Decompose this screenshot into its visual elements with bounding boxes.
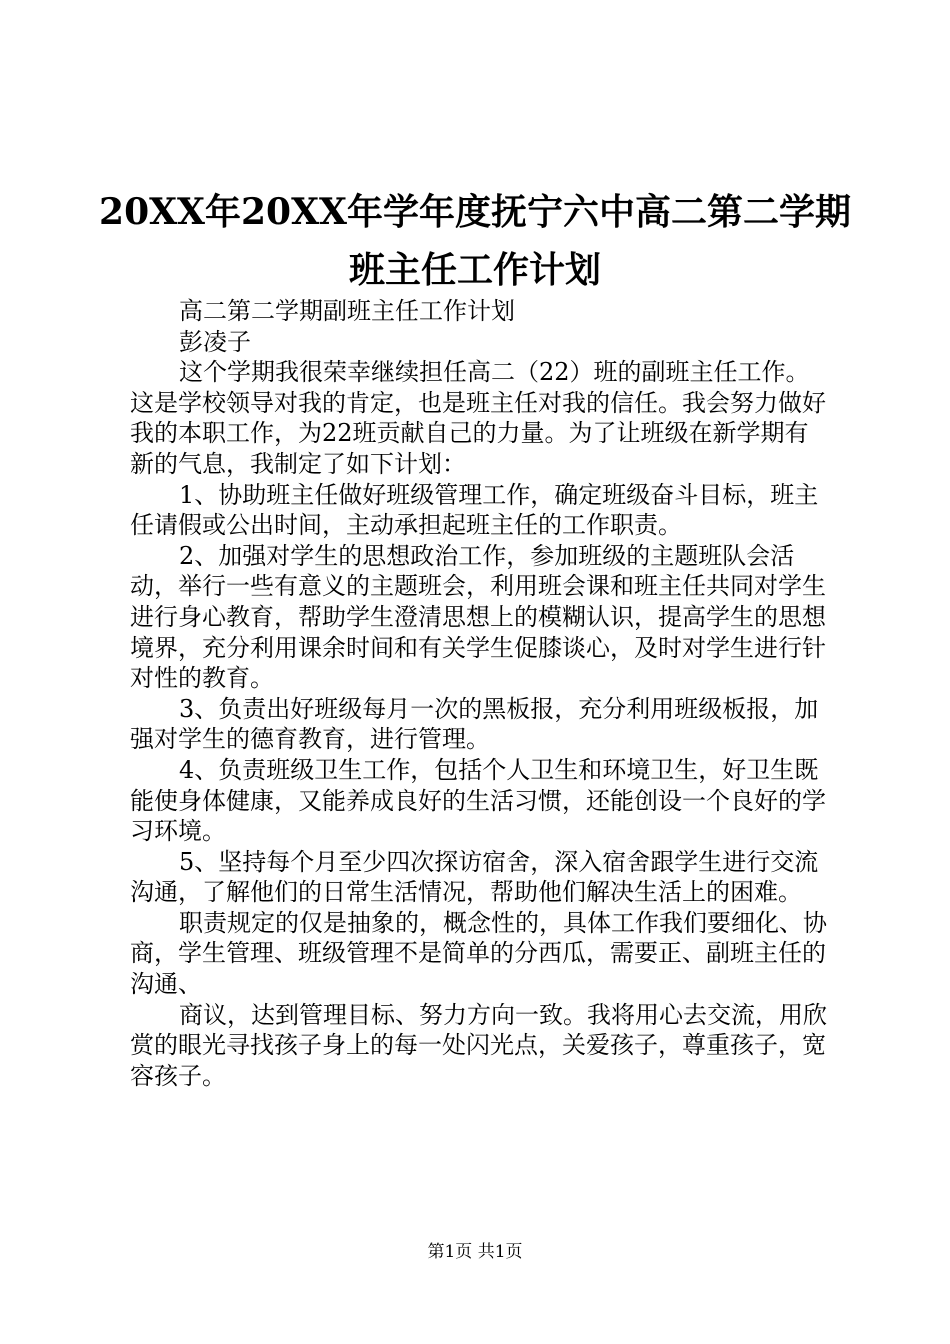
intro-paragraph: 这个学期我很荣幸继续担任高二（22）班的副班主任工作。这是学校领导对我的肯定，也是班主任对我的信任。我会努力做好我的本职工作，为22班贡献自己的力量。为了让班级在新学期有新的气息，我制定了如下计划：	[130, 358, 826, 478]
closing-paragraph-1: 职责规定的仅是抽象的，概念性的，具体工作我们要细化、协商，学生管理、班级管理不是简单的分西瓜，需要正、副班主任的沟通、	[130, 908, 827, 999]
author-paragraph: 彭凌子	[179, 327, 251, 356]
closing-paragraph-2: 商议，达到管理目标、努力方向一致。我将用心去交流，用欣赏的眼光寻找孩子身上的每一处闪光点，关爱孩子，尊重孩子，宽容孩子。	[130, 1000, 827, 1090]
document-title-line-2: 班主任工作计划	[348, 249, 601, 291]
document-title-line-1: 20XX年20XX年学年度抚宁六中高二第二学期	[99, 191, 851, 233]
subtitle-paragraph: 高二第二学期副班主任工作计划	[179, 297, 515, 325]
plan-item-4: 4、负责班级卫生工作，包括个人卫生和环境卫生，好卫生既能使身体健康，又能养成良好的生活习惯，还能创设一个良好的学习环境。	[130, 755, 826, 846]
document-body	[130, 296, 830, 1091]
page-number-footer: 第1页 共1页	[427, 1242, 523, 1262]
plan-item-5: 5、坚持每个月至少四次探访宿舍，深入宿舍跟学生进行交流沟通，了解他们的日常生活情况，帮助他们解决生活上的困难。	[130, 847, 819, 907]
plan-item-1: 1、协助班主任做好班级管理工作，确定班级奋斗目标，班主任请假或公出时间，主动承担起班主任的工作职责。	[130, 480, 819, 540]
plan-item-3: 3、负责出好班级每月一次的黑板报，充分利用班级板报，加强对学生的德育教育，进行管理。	[130, 694, 819, 754]
plan-item-2: 2、加强对学生的思想政治工作，参加班级的主题班队会活动，举行一些有意义的主题班会，利用班会课和班主任共同对学生进行身心教育，帮助学生澄清思想上的模糊认识，提高学生的思想境界，充分利用课余时间和有关学生促膝谈心，及时对学生进行针对性的教育。	[130, 541, 826, 693]
